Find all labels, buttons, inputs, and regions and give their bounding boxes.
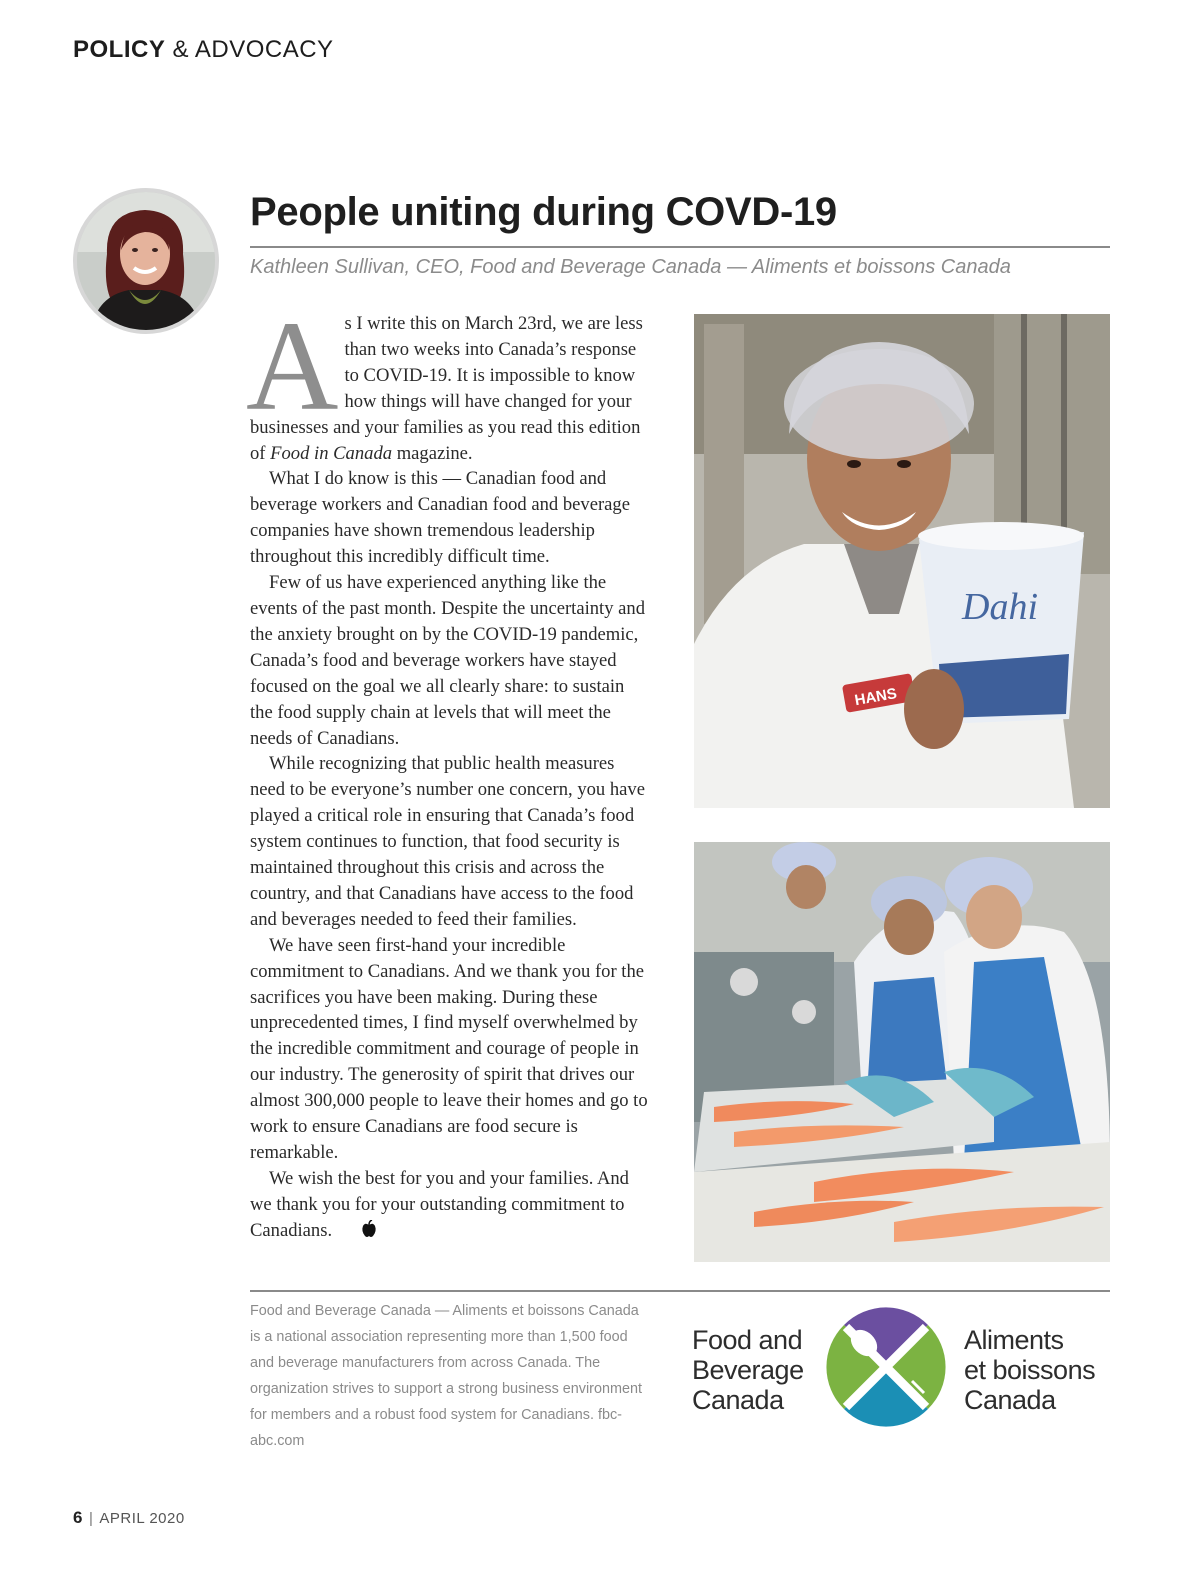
- fbc-abc-logo: [692, 1305, 1112, 1430]
- end-mark-apple-icon: [342, 1220, 377, 1246]
- author-avatar: [73, 188, 219, 334]
- page-footer: [73, 1508, 185, 1528]
- article-body: [246, 295, 650, 1246]
- article-paragraph-1: [246, 295, 650, 466]
- issue-date: APRIL 2020: [99, 1510, 185, 1527]
- logo-english-line-3: Canada: [692, 1385, 784, 1415]
- title-divider: [250, 246, 1110, 248]
- article-byline: Kathleen Sullivan, CEO, Food and Beverage Canada — Aliments et boissons Canada: [250, 256, 1011, 278]
- logo-english-name: [692, 1325, 804, 1415]
- footer-separator: |: [88, 1510, 94, 1527]
- article-title: People uniting during COVD-19: [250, 190, 837, 234]
- fish-processing-workers-photo: [694, 842, 1110, 1262]
- page-number: 6: [73, 1508, 83, 1527]
- hans-badge-label: HANS: [853, 685, 899, 710]
- section-label-rest: & ADVOCACY: [165, 36, 334, 63]
- article-paragraph-5: We have seen first-hand your incredible commitment to Canadians. And we thank you for the sacrifices you have been making. During these unprecedented times, I find myself overwhelmed by the incredible commitment and courage of people in our industry. The generosity of spirit that drives our almost 300,000 people to leave their homes and go to work to ensure Canadians are food secure is remarkable.: [250, 934, 648, 1163]
- article-paragraph-3: Few of us have experienced anything like the events of the past month. Despite the uncertainty and the anxiety brought on by the COVID-19 pandemic, Canada’s food and beverage workers have stayed focused on the goal we all clearly share: to sustain the food supply chain at levels that will meet the needs of Canadians.: [250, 572, 646, 749]
- article-paragraph-4: While recognizing that public health measures need to be everyone’s number one concern, you have played a critical role in ensuring that Canada’s food system continues to function, that food security is maintained throughout this crisis and across the country, and that Canadians have access to the food and beverages needed to feed their families.: [250, 753, 645, 930]
- logo-french-line-2: et boissons: [964, 1355, 1096, 1385]
- paragraph-1-text: s I write this on March 23rd, we are less than two weeks into Canada’s response to COVID-19. It is impossible to know how things will have changed for your businesses and your families as you read this edition of: [250, 313, 643, 464]
- bottom-divider: [250, 1290, 1110, 1292]
- author-portrait-image: [77, 192, 215, 330]
- drop-cap: A: [246, 295, 339, 437]
- worker-holding-dahi-photo: [694, 314, 1110, 808]
- magazine-name: Food in Canada: [270, 442, 393, 464]
- spoon-fork-logo-icon: [824, 1305, 948, 1429]
- section-label-bold: POLICY: [73, 36, 166, 63]
- paragraph-1-end: magazine.: [392, 442, 473, 464]
- logo-french-line-1: Aliments: [964, 1325, 1064, 1355]
- article-paragraph-2: What I do know is this — Canadian food and beverage workers and Canadian food and beverage companies have shown tremendous leadership throughout this incredibly difficult time.: [250, 468, 630, 568]
- logo-french-name: [964, 1325, 1095, 1415]
- article-paragraph-6: [250, 1166, 650, 1246]
- logo-english-line-1: Food and: [692, 1325, 803, 1355]
- logo-french-line-3: Canada: [964, 1385, 1056, 1415]
- organization-about-text: Food and Beverage Canada — Aliments et boissons Canada is a national association representing more than 1,500 food and beverage manufacturers from across Canada. The organization strives to support a strong business environment for members and a robust food system for Canadians. fbc-abc.com: [250, 1303, 642, 1449]
- paragraph-6-text: We wish the best for you and your families. And we thank you for your outstanding commitment to Canadians.: [250, 1167, 629, 1241]
- dahi-container-label: Dahi: [962, 586, 1038, 628]
- section-label: [73, 36, 334, 64]
- logo-english-line-2: Beverage: [692, 1355, 804, 1385]
